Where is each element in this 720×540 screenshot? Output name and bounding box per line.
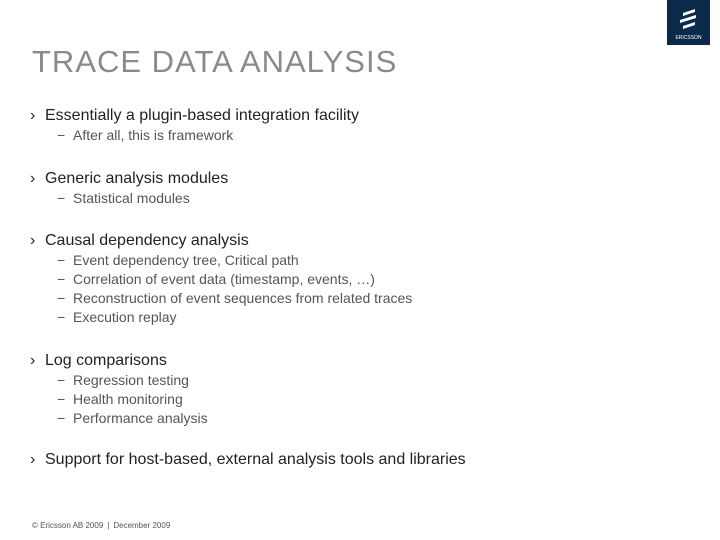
bullet-group-4 [30,352,670,429]
sub-bullet-item [30,252,670,271]
bullet-group-3 [30,232,670,328]
sub-bullet-text: Event dependency tree, Critical path [73,252,299,268]
footer-copyright: © Ericsson AB 2009 [32,521,104,530]
sub-bullet-item [30,391,670,410]
logo-wordmark: ERICSSON [675,35,702,41]
sub-bullet-dash-icon: − [57,127,66,143]
sub-bullet-dash-icon: − [57,271,66,287]
bullet-item [30,451,670,471]
sub-bullet-item [30,290,670,309]
sub-bullet-dash-icon: − [57,391,66,407]
ericsson-logo [667,0,710,45]
sub-bullet-text: Health monitoring [73,391,183,407]
bullet-chevron-icon: › [30,170,36,187]
bullet-chevron-icon: › [30,352,36,369]
slide-footer [32,521,170,530]
sub-bullet-item [30,372,670,391]
bullet-item [30,170,670,190]
bullet-chevron-icon: › [30,232,36,249]
bullet-text: Essentially a plugin-based integration facility [45,107,359,124]
bullet-chevron-icon: › [30,451,36,468]
bullet-text: Generic analysis modules [45,170,229,187]
bullet-text: Log comparisons [45,352,167,369]
sub-bullet-item [30,127,670,146]
bullet-item [30,232,670,252]
sub-bullet-dash-icon: − [57,290,66,306]
bullet-chevron-icon: › [30,107,36,124]
sub-bullet-dash-icon: − [57,309,66,325]
sub-bullet-dash-icon: − [57,190,66,206]
ericsson-logo-icon [667,0,710,45]
bullet-item [30,352,670,372]
sub-bullet-dash-icon: − [57,372,66,388]
sub-bullet-text: Statistical modules [73,190,190,206]
footer-separator: | [107,521,110,530]
sub-bullet-dash-icon: − [57,252,66,268]
footer-date: December 2009 [113,521,171,530]
sub-bullet-item [30,271,670,290]
bullet-text: Support for host-based, external analysis tools and libraries [45,451,466,468]
sub-bullet-text: Reconstruction of event sequences from related traces [73,290,413,306]
sub-bullet-text: Performance analysis [73,410,208,426]
bullet-group-1 [30,107,670,146]
sub-bullet-text: Execution replay [73,309,177,325]
slide-title: TRACE DATA ANALYSIS [32,44,398,79]
sub-bullet-dash-icon: − [57,410,66,426]
sub-bullet-text: Correlation of event data (timestamp, events, …) [73,271,375,287]
bullet-group-5 [30,451,670,471]
sub-bullet-item [30,190,670,209]
sub-bullet-item [30,410,670,429]
bullet-item [30,107,670,127]
bullet-group-2 [30,170,670,209]
sub-bullet-text: After all, this is framework [73,127,234,143]
sub-bullet-text: Regression testing [73,372,189,388]
sub-bullet-item [30,309,670,328]
bullet-text: Causal dependency analysis [45,232,249,249]
